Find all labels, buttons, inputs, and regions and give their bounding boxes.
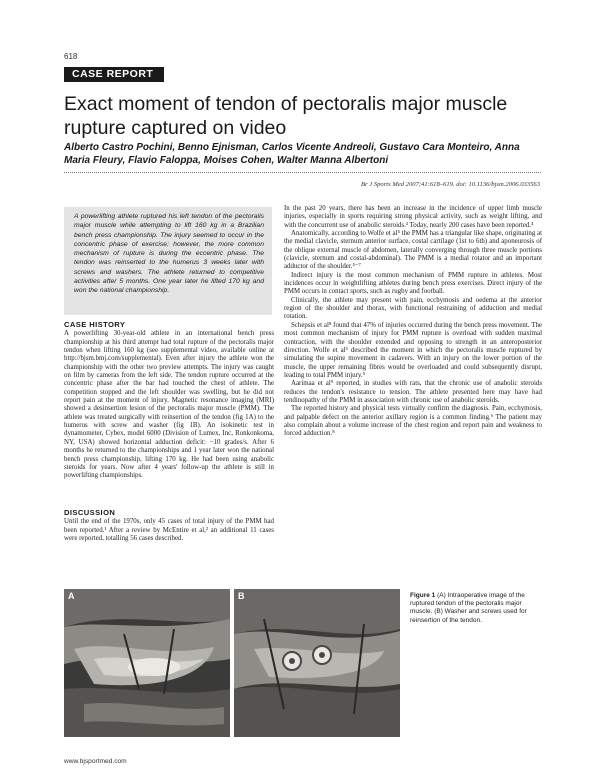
abstract-box: A powerlifting athlete ruptured his left tendon of the pectoralis major muscle while attempting to lift 160 kg in a Brazilian bench press championship. The injury seemed to occur in the concentric phase of exercise; however, the more common mechanism of rupture is during the eccentric phase. The tendon was reinserted to the humerus 3 weeks later with screws and washers. The athlete returned to competitive activities after 5 months. One year later he lifted 170 kg and won the national championship. [64, 207, 272, 315]
paragraph: The reported history and physical tests virtually confirm the diagnosis. Pain, ecchymosis, and palpable defect on the anterior axillary region is a common finding.⁶ The patient may also complain about a volume increase of the chest region and report pain and weakness to forced adduction.⁸ [284, 405, 542, 438]
case-history-section [64, 321, 274, 481]
figure-caption [410, 592, 542, 625]
paragraph: Anatomically, according to Wolfe et al⁵ the PMM has a triangular like shape, originating at the medial clavicle, sternum anterior surface, costal cartilage (1st to 6th) and aponeurosis of the oblique external muscle of abdomen, laterally converging through three muscle portions (clavicle, sternum and costal-abdominal). The PMM is a medial rotator and an important adductor of the shoulder.⁵⁻⁷ [284, 230, 542, 271]
intraoperative-photo-b [234, 589, 400, 737]
paragraph: In the past 20 years, there has been an increase in the incidence of upper limb muscle injuries, especially in sports requiring strong physical activity, such as weight lifting, and with the concurrent use of anabolic steroids.³ Today, nearly 200 cases have been reported.⁴ [284, 205, 542, 229]
right-column [284, 205, 542, 439]
author-list: Alberto Castro Pochini, Benno Ejnisman, Carlos Vicente Andreoli, Gustavo Cara Monteiro, Anna Maria Fleury, Flavio Faloppa, Moises Cohen, Walter Manna Albertoni [64, 142, 520, 166]
paragraph: Aarimaa et al⁹ reported, in studies with rats, that the chronic use of anabolic steroids reduces the tendon's resistance to tension. The athlete presented here may have had tendinopathy of the PMM in association with chronic use of anabolic steroids. [284, 380, 542, 404]
paragraph: Indirect injury is the most common mechanism of PMM rupture in athletes. Most incidences occur in weightlifting athletes during bench press exercises. Direct injury of the PMM occurs in contact sports, such as rugby and football. [284, 271, 542, 296]
figure-caption-text: (A) Intraoperative image of the ruptured tendon of the pectoralis major muscle. (B) Washer and screws used for reinsertion of the tendon. [410, 592, 527, 624]
figure-caption-label: Figure 1 [410, 592, 436, 599]
article-title: Exact moment of tendon of pectoralis major muscle rupture captured on video [64, 93, 508, 139]
journal-citation: Br J Sports Med 2007;41:618–619. doi: 10.1136/bjsm.2006.033563 [361, 181, 540, 188]
paragraph: Clinically, the athlete may present with pain, ecchymosis and oedema at the anterior region of the shoulder and thorax, with functional restraining of adduction and medial rotation. [284, 296, 542, 321]
discussion-text: Until the end of the 1970s, only 45 cases of total injury of the PMM had been reported.¹ After a review by McEntire et al,² an additional 11 cases were reported, totalling 56 cases described. [64, 518, 274, 543]
panel-a-label: A [68, 591, 75, 601]
figure-1 [64, 589, 401, 737]
section-banner: CASE REPORT [64, 67, 164, 82]
case-history-heading: CASE HISTORY [64, 320, 126, 329]
intraoperative-photo-a [64, 589, 230, 737]
discussion-heading: DISCUSSION [64, 508, 116, 517]
panel-b-label: B [238, 591, 245, 601]
footer-url[interactable]: www.bjsportmed.com [64, 758, 127, 765]
page-number: 618 [64, 52, 78, 61]
discussion-section [64, 509, 274, 543]
paragraph: Schepsis et al⁸ found that 47% of injuries occurred during the bench press movement. The most common mechanism of injury for PMM rupture is overload with sudden maximal contraction, with the shoulder extended and opposing to strength in an anteroposterior direction. Wolfe et al⁵ described the moment in which the pectoralis muscle ruptured by simulating the supine movement in cadavers. With an injury on the lower portion of the muscle, the upper remaining fibres would be overloaded and could subsequently disrupt, leading to total PMM injury.⁵ [284, 321, 542, 379]
case-history-text: A powerlifting 30-year-old athlete in an international bench press championship at his third attempt had total rupture of the pectoralis major tendon when lifting 160 kg (see supplemental video, available online at http://bjsm.bmj.com/supplemental). Even after injury the athlete won the championship with the other two preview attempts. The injury was caught on film by cameras from the left side. The tendon rupture occurred at the concentric phase after the bar had touched the chest of athlete. The competition stopped and the left shoulder was swelling, but he did not report pain at the moment of injury. Magnetic resonance imaging (MRI) showed a desinsertion lesion of the pectoralis major muscle (PMM). The athlete was treated surgically with reinsertion of the tendon (fig 1A) to the humerus with screw and washer (fig 1B). An isokinetic test in dynamometer, Cybex, model 6000 (Division of Lumex, Inc, Ronkonkoma, NY, USA) showed horizontal adduction deficit: −10 grades/s. After 6 months he returned to the championships and 1 year later won the national bench press championship, lifting 170 kg. He had been using anabolic steroids for years. Now after 4 years' follow-up the athlete is still in powerlifting championships. [64, 330, 274, 480]
dotted-divider [64, 172, 541, 173]
